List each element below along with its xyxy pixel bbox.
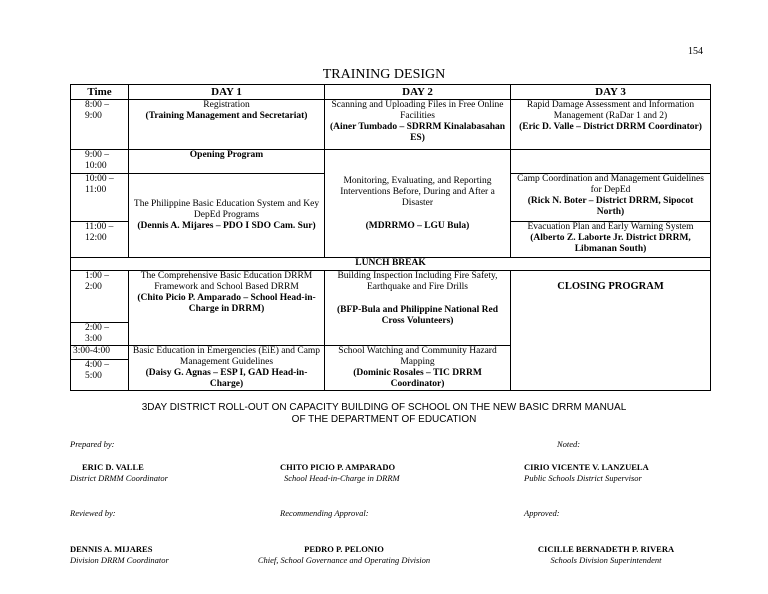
document-title: TRAINING DESIGN	[322, 67, 446, 82]
training-schedule-table	[70, 84, 711, 391]
session-title: School Watching and Community Hazard Mapping	[338, 346, 497, 367]
reviewed-by-label: Reviewed by:	[70, 508, 116, 518]
table-row	[71, 271, 711, 323]
approved-label: Approved:	[524, 508, 560, 518]
table-row	[71, 150, 711, 174]
signatory-role: Division DRRM Coordinator	[70, 555, 169, 565]
header-day1: DAY 1	[129, 85, 325, 100]
noted-label: Noted:	[557, 439, 581, 449]
schedule-cell	[511, 174, 711, 222]
session-speaker: (MDRRMO – LGU Bula)	[365, 220, 470, 231]
session-title: Scanning and Uploading Files in Free Online Facilities	[331, 100, 504, 121]
signatory-role: Public Schools District Supervisor	[524, 473, 642, 483]
schedule-cell	[325, 150, 511, 258]
signatory-rivera	[526, 544, 686, 566]
session-title: Building Inspection Including Fire Safety, Earthquake and Fire Drills	[337, 271, 498, 292]
signatory-role: Schools Division Superintendent	[550, 555, 662, 565]
signatory-name: CHITO PICIO P. AMPARADO	[280, 462, 396, 472]
time-cell: 4:00 – 5:00	[71, 360, 129, 391]
session-speaker: (Ainer Tumbado – SDRRM Kinalabasahan ES)	[329, 122, 506, 143]
signatory-valle	[70, 462, 168, 484]
signatory-pelonio	[244, 544, 444, 566]
schedule-cell	[129, 346, 325, 391]
signatory-mijares	[70, 544, 169, 566]
session-title: Monitoring, Evaluating, and Reporting Interventions Before, During and After a Disaster	[340, 175, 495, 208]
session-speaker: (Training Management and Secretariat)	[145, 111, 308, 121]
schedule-cell	[129, 174, 325, 258]
time-cell: 8:00 – 9:00	[71, 100, 129, 150]
schedule-cell	[129, 100, 325, 150]
schedule-cell	[325, 346, 511, 391]
signatory-name: CIRIO VICENTE V. LANZUELA	[524, 462, 649, 472]
session-speaker: (BFP-Bula and Philippine National Red Cross Volunteers)	[336, 305, 498, 326]
session-speaker: (Dennis A. Mijares – PDO I SDO Cam. Sur)	[137, 221, 316, 231]
schedule-cell	[325, 271, 511, 346]
subtitle-line: OF THE DEPARTMENT OF EDUCATION	[291, 414, 477, 425]
signatory-name: DENNIS A. MIJARES	[70, 544, 153, 554]
schedule-cell	[129, 271, 325, 346]
table-row	[71, 100, 711, 150]
schedule-cell	[511, 271, 711, 391]
recommending-approval-label: Recommending Approval:	[280, 508, 369, 518]
page-number: 154	[688, 46, 703, 57]
signatory-role: District DRMM Coordinator	[70, 473, 168, 483]
signatory-role: School Head-in-Charge in DRRM	[284, 473, 400, 483]
table-header-row	[71, 85, 711, 100]
time-cell: 3:00-4:00	[71, 346, 129, 360]
schedule-cell	[511, 150, 711, 174]
signatory-name: ERIC D. VALLE	[82, 462, 144, 472]
header-time: Time	[71, 85, 129, 100]
session-title: Camp Coordination and Management Guidelines for DepEd	[517, 174, 704, 195]
session-title: Opening Program	[189, 150, 264, 160]
header-day2: DAY 2	[325, 85, 511, 100]
prepared-by-label: Prepared by:	[70, 439, 115, 449]
table-row	[71, 258, 711, 271]
session-title: The Philippine Basic Education System and Key DepEd Programs	[133, 199, 320, 220]
time-cell: 9:00 – 10:00	[71, 150, 129, 174]
schedule-cell	[129, 150, 325, 174]
header-day3: DAY 3	[511, 85, 711, 100]
lunch-break: LUNCH BREAK	[71, 258, 711, 271]
session-speaker: (Eric D. Valle – District DRRM Coordinator)	[519, 122, 702, 132]
session-title: The Comprehensive Basic Education DRRM Framework and School Based DRRM	[140, 271, 313, 292]
subtitle-line: 3DAY DISTRICT ROLL-OUT ON CAPACITY BUILDING OF SCHOOL ON THE NEW BASIC DRRM MANUAL	[141, 402, 627, 413]
signatory-lanzuela	[524, 462, 649, 484]
session-title: Rapid Damage Assessment and Information Management (RaDar 1 and 2)	[526, 100, 695, 121]
signatory-name: PEDRO P. PELONIO	[304, 544, 384, 554]
schedule-cell	[511, 222, 711, 258]
signatory-role: Chief, School Governance and Operating Division	[257, 555, 431, 565]
document-subtitle	[0, 402, 768, 426]
session-title: Registration	[203, 100, 250, 110]
time-cell: 2:00 – 3:00	[71, 323, 129, 346]
session-title: Basic Education in Emergencies (EiE) and Camp Management Guidelines	[132, 346, 321, 367]
time-cell: 11:00 – 12:00	[71, 222, 129, 258]
session-speaker: (Rick N. Boter – District DRRM, Sipocot North)	[527, 196, 694, 217]
session-title: Evacuation Plan and Early Warning System	[527, 222, 694, 232]
schedule-cell	[325, 100, 511, 150]
session-speaker: (Daisy G. Agnas – ESP I, GAD Head-in-Charge)	[145, 368, 308, 389]
session-speaker: (Alberto Z. Laborte Jr. District DRRM, Libmanan South)	[530, 233, 691, 254]
time-cell: 1:00 – 2:00	[71, 271, 129, 323]
session-speaker: (Chito Picio P. Amparado – School Head-in-Charge in DRRM)	[137, 293, 316, 314]
signatory-amparado	[280, 462, 400, 484]
session-speaker: (Dominic Rosales – TIC DRRM Coordinator)	[353, 368, 482, 389]
signatory-name: CICILLE BERNADETH P. RIVERA	[537, 544, 675, 554]
session-title: CLOSING PROGRAM	[557, 281, 664, 292]
schedule-cell	[511, 100, 711, 150]
time-cell: 10:00 – 11:00	[71, 174, 129, 222]
